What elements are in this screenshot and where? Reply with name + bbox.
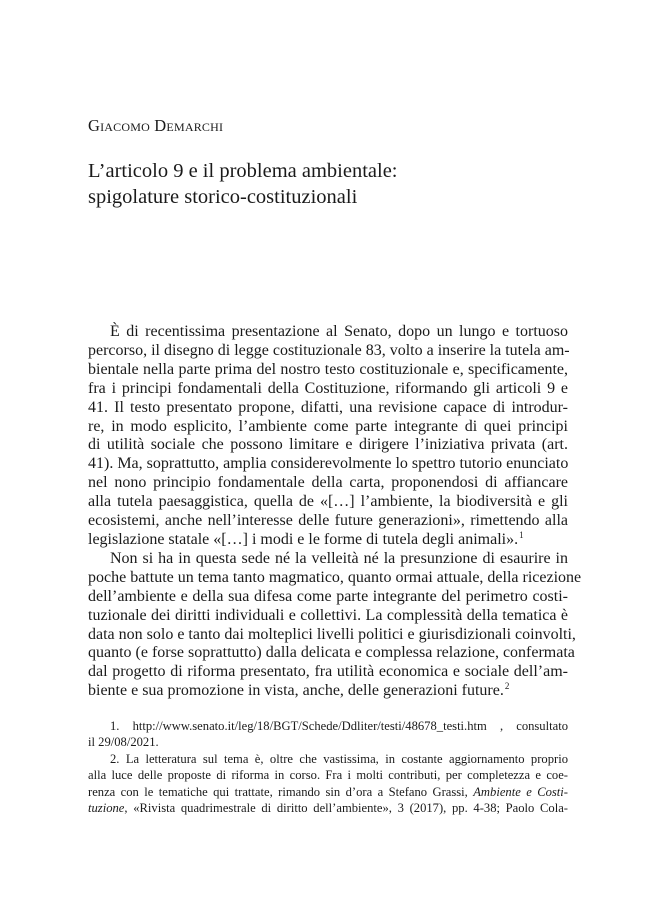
text-line: nel nono principio fondamentale della carta, proponendosi di affiancare	[88, 474, 568, 492]
text-line: percorso, il disegno di legge costituzionale 83, volto a inserire la tutela am-	[88, 341, 570, 359]
text-line: Non si ha in questa sede né la velleità né la presunzione di esaurire in	[110, 549, 568, 567]
footnote-1	[88, 718, 568, 751]
footnote-ref-1[interactable]: 1	[519, 529, 524, 540]
footnote-line: 1. http://www.senato.it/leg/18/BGT/Schede/Ddliter/testi/48678_testi.htm , consultato	[110, 719, 568, 733]
text-line-last	[88, 682, 568, 701]
text-line: legislazione statale «[…] i modi e le forme di tutela degli animali».	[88, 530, 519, 548]
article-body	[88, 323, 582, 701]
footnote-line: 2. La letteratura sul tema è, oltre che vastissima, in costante aggiornamento proprio	[110, 751, 568, 766]
text-line: dell’ambiente e della sua difesa come parte integrante del perimetro costi-	[88, 587, 568, 605]
book-title: Ambiente e Costi-	[473, 784, 568, 799]
text-line: fra i principi fondamentali della Costituzione, riformando gli articoli 9 e	[88, 379, 568, 397]
text-line-last	[88, 531, 568, 550]
footnote-ref-2[interactable]: 2	[504, 681, 510, 692]
title-line: spigolature storico-costituzionali	[88, 186, 358, 208]
text-line: 41). Ma, soprattutto, amplia considerevolmente lo spettro tutorio enunciato	[88, 455, 569, 473]
text-line: data non solo e tanto dai molteplici livelli politici e giurisdizionali coinvolti,	[88, 625, 576, 643]
book-title: tuzione	[88, 801, 125, 816]
text-line: di utilità sociale che possono limitare e dirigere l’iniziativa privata (art.	[88, 436, 568, 454]
text-line: ecosistemi, anche nell’interesse delle future generazioni», rimettendo alla	[88, 512, 568, 530]
text-line: È di recentissima presentazione al Senato, dopo un lungo e tortuoso	[110, 323, 568, 340]
title-line: L’articolo 9 e il problema ambientale:	[88, 160, 398, 182]
text-line: poche battute un tema tanto magmatico, quanto ormai attuale, della ricezione	[88, 568, 582, 586]
text-line: re, in modo esplicito, l’ambiente come parte integrante di quei principi	[88, 417, 568, 435]
text-line: quanto (e forse soprattutto) dalla delicata e complessa relazione, confermata	[88, 644, 575, 662]
footnotes	[88, 718, 568, 816]
text-line: biente e sua promozione in vista, anche, delle generazioni future.	[88, 682, 504, 700]
footnote-line	[88, 784, 568, 800]
text-line: 41. Il testo presentato propone, difatti, una revisione capace di introdur-	[88, 398, 568, 416]
text-line: bientale nella parte prima del nostro testo costituzionale e, specificamente,	[88, 360, 568, 378]
footnote-2	[88, 751, 568, 817]
text-line: tuzionale dei diritti individuali e collettivi. La complessità della tematica è	[88, 606, 568, 624]
footnote-line: alla luce delle proposte di riforma in corso. Fra i molti contributi, per completezza e coe-	[88, 768, 568, 783]
article-title	[88, 158, 568, 210]
paragraph-2	[88, 549, 582, 701]
footnote-line	[88, 800, 568, 816]
footnote-text: renza con le tematiche qui trattate, rimando sin d’ora a Stefano Grassi,	[88, 784, 474, 799]
text-line: dal progetto di riforma presentato, fra utilità economica e sociale dell’am-	[88, 663, 568, 681]
footnote-text: , «Rivista quadrimestrale di diritto dell’ambiente», 3 (2017), pp. 4-38; Paolo Cola-	[124, 801, 568, 816]
footnote-line: il 29/08/2021.	[88, 735, 159, 750]
text-line: alla tutela paesaggistica, quella de «[…] l’ambiente, la biodiversità e gli	[88, 493, 568, 511]
author-name: Giacomo Demarchi	[88, 116, 224, 135]
paragraph-1	[88, 323, 568, 550]
